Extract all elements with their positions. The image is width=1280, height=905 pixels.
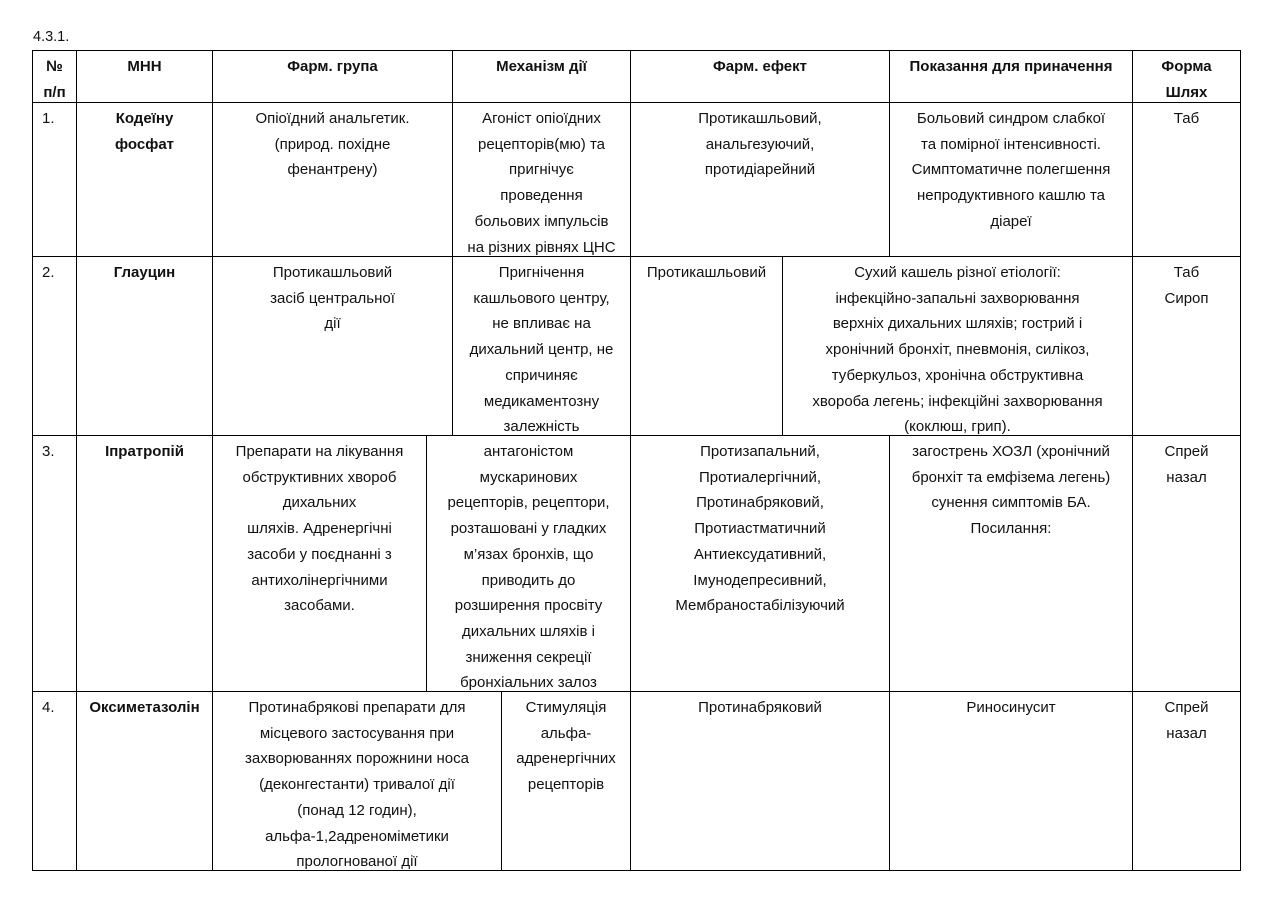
- row-2-inn: Глауцин: [76, 256, 213, 436]
- header-pharm-group: Фарм. група: [212, 50, 453, 103]
- header-mechanism: Механізм дії: [452, 50, 631, 103]
- row-3-mechanism: антагоністом мускаринових рецепторів, рецептори, розташовані у гладких м’язах бронхів, що приводить до розширення просвіту дихальних шляхів і зниження секреції бронхіальних залоз: [426, 435, 631, 692]
- row-2-pharm-effect: Протикашльовий: [630, 256, 783, 436]
- header-indications: Показання для приначення: [889, 50, 1133, 103]
- row-3-number: 3.: [32, 435, 77, 692]
- header-pharm-effect: Фарм. ефект: [630, 50, 890, 103]
- row-2-mechanism: Пригнічення кашльового центру, не впливає на дихальний центр, не спричиняє медикаментозну залежність: [452, 256, 631, 436]
- row-4-form-route: Спрей назал: [1132, 691, 1241, 871]
- row-4-pharm-group: Протинабрякові препарати для місцевого застосування при захворюваннях порожнини носа (деконгестанти) тривалої дії (понад 12 годин), альфа-1,2адреноміметики прологнованої дії: [212, 691, 502, 871]
- row-4-inn: Оксиметазолін: [76, 691, 213, 871]
- row-1-number: 1.: [32, 102, 77, 257]
- header-form-route: Форма Шлях: [1132, 50, 1241, 103]
- row-1-pharm-group: Опіоїдний анальгетик. (природ. похідне фенантрену): [212, 102, 453, 257]
- row-1-form-route: Таб: [1132, 102, 1241, 257]
- row-3-pharm-group: Препарати на лікування обструктивних хвороб дихальних шляхів. Адренергічні засоби у поєднанні з антихолінергічними засобами.: [212, 435, 427, 692]
- header-number: № п/п: [32, 50, 77, 103]
- row-4-pharm-effect: Протинабряковий: [630, 691, 890, 871]
- row-4-indications: Риносинусит: [889, 691, 1133, 871]
- row-3-form-route: Спрей назал: [1132, 435, 1241, 692]
- row-3-inn: Іпратропій: [76, 435, 213, 692]
- row-4-number: 4.: [32, 691, 77, 871]
- row-1-indications: Больовий синдром слабкої та помірної інтенсивності. Симптоматичне полегшення непродуктивного кашлю та діареї: [889, 102, 1133, 257]
- row-4-mechanism: Стимуляція альфа- адренергічних рецепторів: [501, 691, 631, 871]
- row-2-number: 2.: [32, 256, 77, 436]
- drug-table: [33, 51, 1241, 871]
- row-2-form-route: Таб Сироп: [1132, 256, 1241, 436]
- row-1-pharm-effect: Протикашльовий, анальгезуючий, протидіарейний: [630, 102, 890, 257]
- row-2-pharm-group: Протикашльовий засіб центральної дії: [212, 256, 453, 436]
- row-3-pharm-effect: Протизапальний, Протиалергічний, Протинабряковий, Протиастматичний Антиексудативний, Імунодепресивний, Мембраностабілізуючий: [630, 435, 890, 692]
- row-2-indications: Сухий кашель різної етіології: інфекційно-запальні захворювання верхніх дихальних шляхів; гострий і хронічний бронхіт, пневмонія, силікоз, туберкульоз, хронічна обструктивна хвороба легень; інфекційні захворювання (коклюш, грип).: [782, 256, 1133, 436]
- row-1-mechanism: Агоніст опіоїдних рецепторів(мю) та пригнічує проведення больових імпульсів на різних рівнях ЦНС: [452, 102, 631, 257]
- row-1-inn: Кодеїну фосфат: [76, 102, 213, 257]
- row-3-indications: загострень ХОЗЛ (хронічний бронхіт та емфізема легень) сунення симптомів БА. Посилання:: [889, 435, 1133, 692]
- header-inn: МНН: [76, 50, 213, 103]
- section-number: 4.3.1.: [33, 29, 70, 45]
